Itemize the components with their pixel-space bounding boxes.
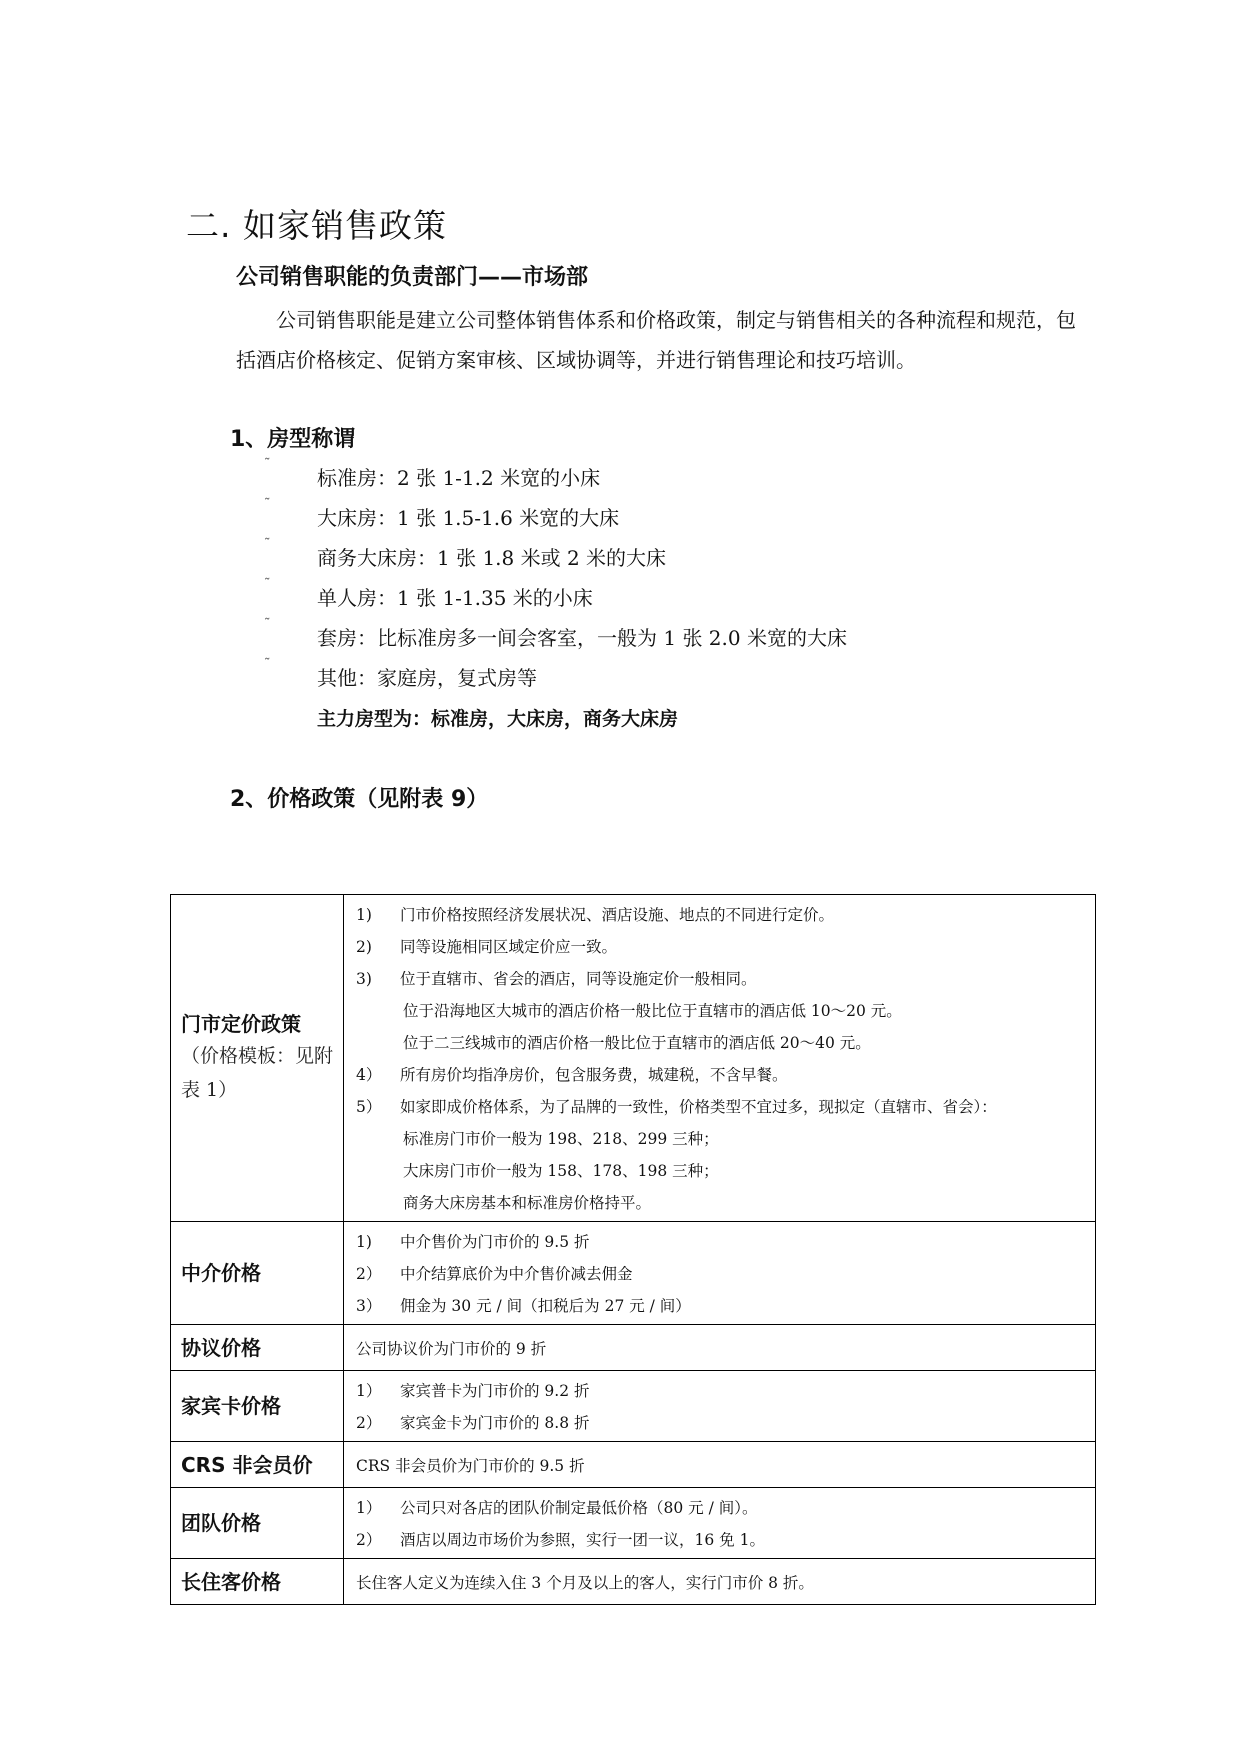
- row-label-cell: [171, 895, 344, 1222]
- subsection-title: 公司销售职能的负责部门——市场部: [236, 265, 589, 290]
- bullet-mark: ˜: [264, 497, 271, 512]
- policy-line: 位于沿海地区大城市的酒店价格一般比位于直辖市的酒店低 10～20 元。: [403, 1002, 902, 1020]
- room-type-item: 其他：家庭房，复式房等: [317, 666, 537, 690]
- policy-line: 5） 如家即成价格体系，为了品牌的一致性，价格类型不宜过多，现拟定（直辖市、省会）：: [356, 1098, 997, 1116]
- policy-line: 3) 位于直辖市、省会的酒店，同等设施定价一般相同。: [356, 970, 757, 988]
- row-label: 家宾卡价格: [181, 1394, 281, 1418]
- policy-line: 2） 中介结算底价为中介售价减去佣金: [356, 1265, 633, 1283]
- row-label-cell: [171, 1222, 344, 1325]
- bullet-mark: ˜: [264, 577, 271, 592]
- row-label: CRS 非会员价: [181, 1452, 313, 1477]
- policy-line: 大床房门市价一般为 158、178、198 三种；: [403, 1162, 719, 1180]
- policy-line: 4） 所有房价均指净房价，包含服务费，城建税，不含早餐。: [356, 1066, 788, 1084]
- row-label-cell: [171, 1488, 344, 1559]
- policy-line: 1） 公司只对各店的团队价制定最低价格（80 元 / 间）。: [356, 1499, 758, 1517]
- intro-text: 公司销售职能是建立公司整体销售体系和价格政策，制定与销售相关的各种流程和规范，包括酒店价格核定、促销方案审核、区域协调等，并进行销售理论和技巧培训。: [236, 308, 1076, 372]
- policy-line: 1) 门市价格按照经济发展状况、酒店设施、地点的不同进行定价。: [356, 906, 835, 924]
- row-content-cell: [344, 1442, 1096, 1488]
- intro-paragraph: [236, 300, 1086, 380]
- row-label-cell: [171, 1325, 344, 1371]
- row-sublabel: （价格模板：见附表 1）: [181, 1045, 334, 1101]
- policy-line: 位于二三线城市的酒店价格一般比位于直辖市的酒店低 20～40 元。: [403, 1034, 871, 1052]
- table-row: [171, 1222, 1096, 1325]
- table-row: [171, 1325, 1096, 1371]
- policy-line: 1） 家宾普卡为门市价的 9.2 折: [356, 1382, 590, 1400]
- row-label-cell: [171, 1442, 344, 1488]
- policy-line: 2） 家宾金卡为门市价的 8.8 折: [356, 1414, 590, 1432]
- room-type-item: 商务大床房：1 张 1.8 米或 2 米的大床: [317, 546, 667, 570]
- bullet-mark: ˜: [264, 537, 271, 552]
- price-policy-heading: 2、价格政策（见附表 9）: [230, 787, 489, 812]
- room-type-item: 套房：比标准房多一间会客室，一般为 1 张 2.0 米宽的大床: [317, 626, 847, 650]
- policy-line: 商务大床房基本和标准房价格持平。: [403, 1194, 652, 1212]
- price-policy-table: [170, 894, 1096, 1605]
- row-content-cell: [344, 895, 1096, 1222]
- row-content-cell: [344, 1371, 1096, 1442]
- row-label: 长住客价格: [181, 1569, 281, 1594]
- table-row: [171, 1442, 1096, 1488]
- room-type-item: 大床房：1 张 1.5-1.6 米宽的大床: [317, 506, 620, 530]
- row-content-cell: [344, 1222, 1096, 1325]
- section-title: 二. 如家销售政策: [186, 206, 447, 245]
- policy-line: 2) 同等设施相同区域定价应一致。: [356, 938, 618, 956]
- policy-line: CRS 非会员价为门市价的 9.5 折: [356, 1456, 585, 1475]
- table-row: [171, 1371, 1096, 1442]
- policy-line: 长住客人定义为连续入住 3 个月及以上的客人，实行门市价 8 折。: [356, 1573, 814, 1592]
- policy-line: 3） 佣金为 30 元 / 间（扣税后为 27 元 / 间）: [356, 1297, 691, 1315]
- bullet-mark: ˜: [264, 457, 271, 472]
- bullet-mark: ˜: [264, 617, 271, 632]
- row-label-cell: [171, 1371, 344, 1442]
- row-content-cell: [344, 1325, 1096, 1371]
- row-content-cell: [344, 1559, 1096, 1605]
- main-room-types: 主力房型为：标准房，大床房，商务大床房: [317, 708, 679, 730]
- policy-line: 标准房门市价一般为 198、218、299 三种；: [403, 1130, 719, 1148]
- room-type-item: 标准房：2 张 1-1.2 米宽的小床: [317, 466, 601, 490]
- policy-line: 2） 酒店以周边市场价为参照，实行一团一议，16 免 1。: [356, 1531, 765, 1549]
- row-label: 团队价格: [181, 1511, 261, 1535]
- table-row: [171, 1488, 1096, 1559]
- room-type-item: 单人房：1 张 1-1.35 米的小床: [317, 586, 593, 610]
- table-row: [171, 1559, 1096, 1605]
- policy-line: 1) 中介售价为门市价的 9.5 折: [356, 1233, 590, 1251]
- row-label-cell: [171, 1559, 344, 1605]
- table-row: [171, 895, 1096, 1222]
- room-types-heading: 1、房型称谓: [230, 427, 356, 452]
- row-label: 门市定价政策: [181, 1012, 301, 1036]
- bullet-mark: ˜: [264, 657, 271, 672]
- row-label: 协议价格: [181, 1335, 261, 1360]
- row-label: 中介价格: [181, 1261, 261, 1285]
- row-content-cell: [344, 1488, 1096, 1559]
- policy-line: 公司协议价为门市价的 9 折: [356, 1339, 547, 1358]
